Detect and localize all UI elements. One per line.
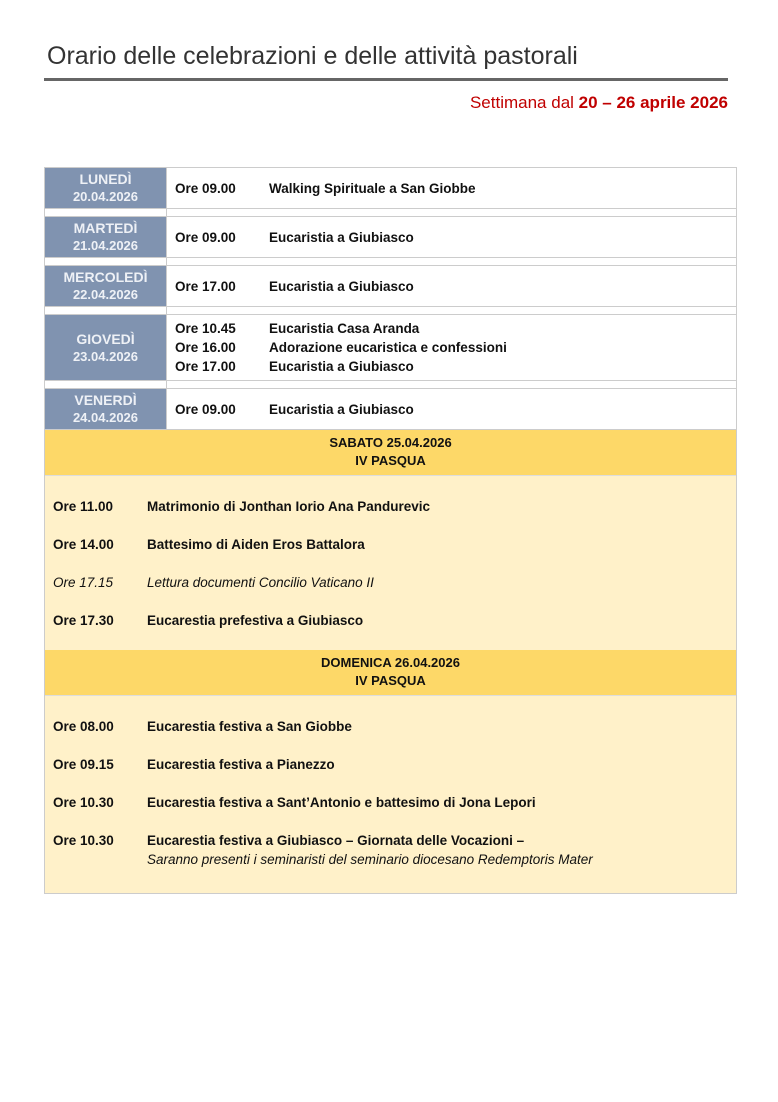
day-name: VENERDÌ xyxy=(74,392,137,408)
day-date: 20.04.2026 xyxy=(72,189,139,204)
event-desc: Eucaristia a Giubiasco xyxy=(269,229,414,245)
event-time: Ore 08.00 xyxy=(53,719,114,734)
event-time: Ore 16.00 xyxy=(175,340,236,355)
day-cell xyxy=(45,168,167,208)
day-name: MARTEDÌ xyxy=(73,220,138,236)
event-row xyxy=(167,338,736,357)
saturday-events xyxy=(45,476,736,650)
day-row xyxy=(45,389,736,430)
sunday-header xyxy=(45,650,736,696)
event-time: Ore 14.00 xyxy=(53,537,114,552)
saturday-header xyxy=(45,430,736,476)
event-time: Ore 09.00 xyxy=(175,180,236,196)
event-time: Ore 10.30 xyxy=(53,795,114,810)
event-desc: Eucaristia a Giubiasco xyxy=(269,278,414,294)
event-desc: Matrimonio di Jonthan Iorio Ana Pandurevic xyxy=(147,499,431,514)
day-row xyxy=(45,266,736,307)
day-name: LUNEDÌ xyxy=(79,171,132,187)
event-row xyxy=(167,228,736,247)
event-row xyxy=(167,319,736,338)
event-row xyxy=(45,488,736,526)
sunday-subtitle: IV PASQUA xyxy=(355,673,426,688)
day-cell xyxy=(45,266,167,306)
day-cell xyxy=(45,389,167,429)
sunday-title: DOMENICA 26.04.2026 xyxy=(321,655,460,670)
event-time: Ore 09.00 xyxy=(175,401,236,417)
day-date: 23.04.2026 xyxy=(72,348,139,364)
schedule-table xyxy=(44,167,737,894)
day-cell xyxy=(45,217,167,257)
day-row xyxy=(45,217,736,258)
event-time: Ore 17.00 xyxy=(175,359,236,374)
event-row xyxy=(167,179,736,198)
event-desc: Battesimo di Aiden Eros Battalora xyxy=(147,537,365,552)
day-date: 24.04.2026 xyxy=(72,410,139,425)
event-desc: Eucarestia festiva a Pianezzo xyxy=(147,757,335,772)
event-desc: Eucarestia festiva a San Giobbe xyxy=(147,719,352,734)
event-desc: Eucaristia a Giubiasco xyxy=(269,359,414,374)
day-name: GIOVEDÌ xyxy=(76,330,135,347)
event-desc: Eucarestia prefestiva a Giubiasco xyxy=(147,613,364,628)
event-time: Ore 09.15 xyxy=(53,757,114,772)
event-row xyxy=(45,784,736,822)
week-range xyxy=(470,93,728,113)
event-row xyxy=(45,708,736,746)
event-row xyxy=(45,564,736,602)
event-desc: Adorazione eucaristica e confessioni xyxy=(269,340,507,355)
week-dates: 20 – 26 aprile 2026 xyxy=(578,93,728,112)
title-divider xyxy=(44,78,728,81)
event-desc: Eucarestia festiva a Sant’Antonio e battesimo di Jona Lepori xyxy=(147,795,536,810)
saturday-title: SABATO 25.04.2026 xyxy=(329,435,452,450)
event-time: Ore 09.00 xyxy=(175,229,236,245)
event-desc: Eucaristia a Giubiasco xyxy=(269,401,414,417)
day-date: 21.04.2026 xyxy=(72,238,139,253)
sunday-events xyxy=(45,696,736,893)
event-time: Ore 17.00 xyxy=(175,278,236,294)
day-date: 22.04.2026 xyxy=(72,287,139,302)
row-spacer xyxy=(45,258,736,266)
event-time: Ore 17.15 xyxy=(53,575,114,590)
event-time: Ore 10.30 xyxy=(53,833,114,848)
event-row xyxy=(167,357,736,376)
event-row xyxy=(45,526,736,564)
row-spacer xyxy=(45,209,736,217)
page-title: Orario delle celebrazioni e delle attività pastorali xyxy=(47,42,578,70)
week-prefix: Settimana dal xyxy=(469,93,579,112)
event-time: Ore 11.00 xyxy=(53,499,114,514)
event-desc: Eucarestia festiva a Giubiasco – Giornata delle Vocazioni – xyxy=(147,833,525,848)
event-desc: Walking Spirituale a San Giobbe xyxy=(269,180,476,196)
day-row xyxy=(45,168,736,209)
day-cell xyxy=(45,315,167,380)
event-row xyxy=(167,277,736,296)
event-time: Ore 17.30 xyxy=(53,613,114,628)
event-row xyxy=(45,746,736,784)
event-desc: Eucaristia Casa Aranda xyxy=(269,321,420,336)
event-desc: Lettura documenti Concilio Vaticano II xyxy=(147,575,374,590)
event-row xyxy=(167,400,736,419)
event-note: Saranno presenti i seminaristi del seminario diocesano Redemptoris Mater xyxy=(147,852,593,867)
event-row xyxy=(45,602,736,640)
event-time: Ore 10.45 xyxy=(175,321,236,336)
saturday-subtitle: IV PASQUA xyxy=(355,453,426,468)
day-name: MERCOLEDÌ xyxy=(63,269,148,285)
day-row xyxy=(45,315,736,381)
row-spacer xyxy=(45,381,736,389)
row-spacer xyxy=(45,307,736,315)
event-row xyxy=(45,822,736,879)
